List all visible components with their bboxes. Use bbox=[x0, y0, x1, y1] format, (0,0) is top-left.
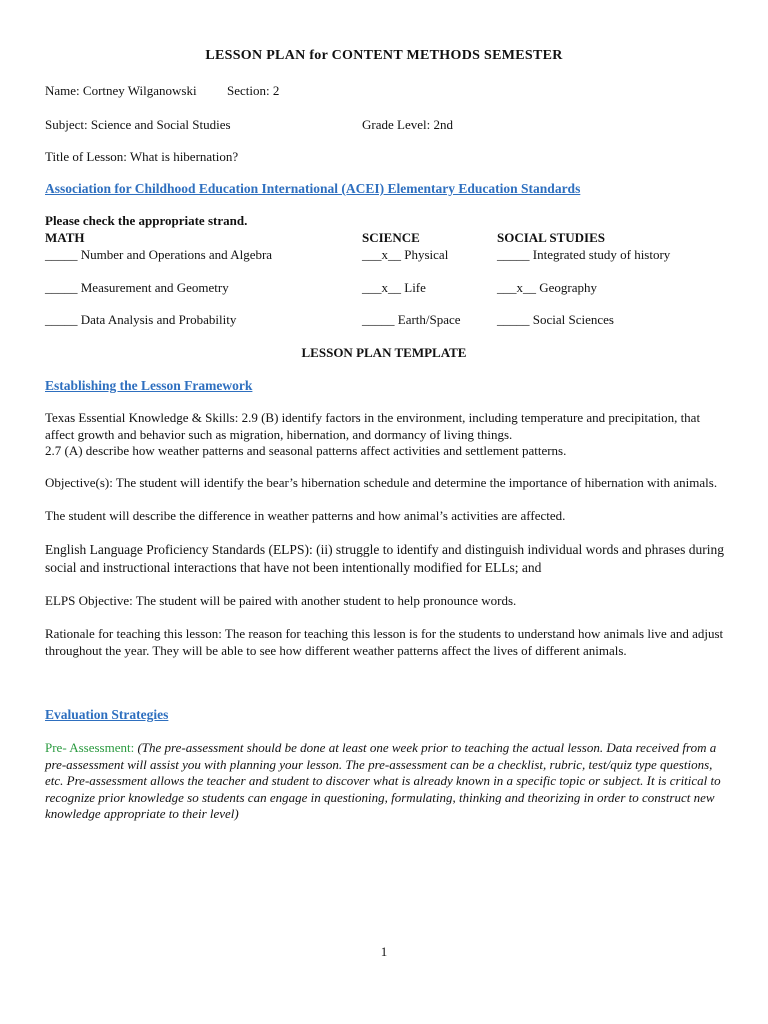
pre-assessment-text: (The pre-assessment should be done at least one week prior to teaching the actual lesson. Data received from a pre-assessment will assist you with planning your lesson. The pre-assessment can be a checklist, rubric, test/quiz type questions, etc. Pre-assessment allows the teacher and student to discover what is already known in a specific topic or subject. It is critical to recognize prior knowledge so students can engage in questioning, formulating, thinking and theorizing in order to construct new knowledge appropriate to their level) bbox=[45, 740, 721, 821]
grade-level-field: Grade Level: 2nd bbox=[362, 117, 453, 132]
science-strand-earth-space[interactable]: _____ Earth/Space bbox=[362, 312, 461, 327]
pre-assessment-paragraph bbox=[45, 740, 725, 823]
lesson-title-field: Title of Lesson: What is hibernation? bbox=[45, 149, 239, 164]
subject-field: Subject: Science and Social Studies bbox=[45, 117, 231, 132]
template-heading: LESSON PLAN TEMPLATE bbox=[301, 345, 467, 360]
elps-objective-text: ELPS Objective: The student will be paired with another student to help pronounce words. bbox=[45, 593, 517, 608]
math-header: MATH bbox=[45, 230, 85, 245]
science-header: SCIENCE bbox=[362, 230, 420, 245]
science-strand-physical[interactable]: ___x__ Physical bbox=[362, 247, 449, 262]
social-studies-header: SOCIAL STUDIES bbox=[497, 230, 606, 245]
elps-text: English Language Proficiency Standards (ELPS): (ii) struggle to identify and distinguish individual words and phrases during social and instructional interactions that have not been intentionally modified for ELLs; and bbox=[45, 542, 725, 575]
objective-text-2: The student will describe the difference in weather patterns and how animal’s activities are affected. bbox=[45, 508, 566, 523]
acei-standards-link[interactable]: Association for Childhood Education International (ACEI) Elementary Education Standards bbox=[45, 181, 581, 196]
section-field: Section: 2 bbox=[227, 83, 280, 98]
pre-assessment-label: Pre- Assessment: bbox=[45, 740, 135, 755]
math-strand-number-ops[interactable]: _____ Number and Operations and Algebra bbox=[45, 247, 273, 262]
social-strand-history[interactable]: _____ Integrated study of history bbox=[497, 247, 671, 262]
social-strand-social-sciences[interactable]: _____ Social Sciences bbox=[497, 312, 614, 327]
strand-prompt: Please check the appropriate strand. bbox=[45, 213, 248, 228]
science-strand-life[interactable]: ___x__ Life bbox=[362, 280, 426, 295]
math-strand-data-analysis[interactable]: _____ Data Analysis and Probability bbox=[45, 312, 237, 327]
teks-text: Texas Essential Knowledge & Skills: 2.9 (B) identify factors in the environment, including temperature and precipitation, that affect growth and behavior such as migration, hibernation, and dormancy of living things. bbox=[45, 410, 701, 442]
teks-text-2: 2.7 (A) describe how weather patterns and seasonal patterns affect activities and settlement patterns. bbox=[45, 443, 567, 458]
name-field: Name: Cortney Wilganowski bbox=[45, 83, 197, 98]
social-strand-geography[interactable]: ___x__ Geography bbox=[497, 280, 598, 295]
framework-link[interactable]: Establishing the Lesson Framework bbox=[45, 378, 253, 393]
page-number: 1 bbox=[380, 944, 388, 959]
evaluation-strategies-link[interactable]: Evaluation Strategies bbox=[45, 707, 169, 722]
objective-text-1: Objective(s): The student will identify the bear’s hibernation schedule and determine the importance of hibernation with animals. bbox=[45, 475, 718, 490]
math-strand-measurement[interactable]: _____ Measurement and Geometry bbox=[45, 280, 229, 295]
document-title: LESSON PLAN for CONTENT METHODS SEMESTER bbox=[205, 48, 563, 63]
rationale-text: Rationale for teaching this lesson: The reason for teaching this lesson is for the students to understand how animals live and adjust throughout the year. They will be able to see how different weather patterns affect the lives of different animals. bbox=[45, 626, 724, 658]
